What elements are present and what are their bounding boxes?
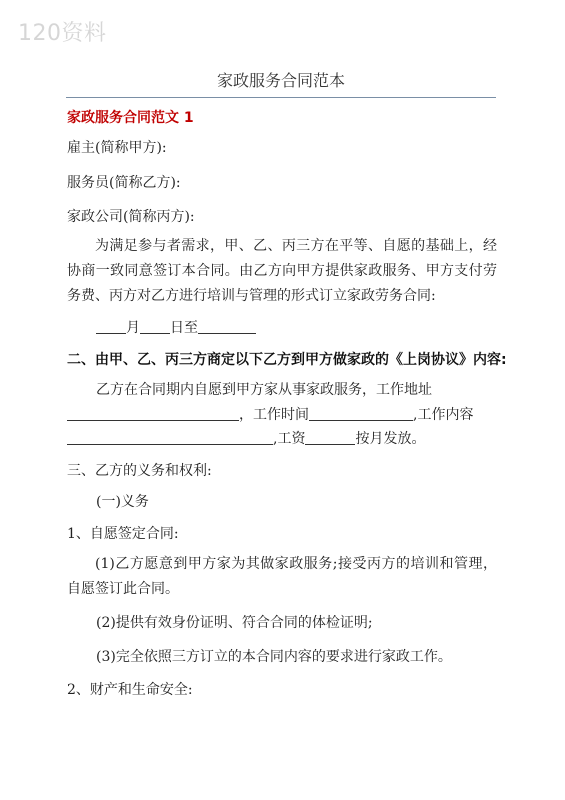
duties-heading: (一)义务 (96, 494, 149, 510)
clause2-heading: 二、由甲、乙、丙三方商定以下乙方到甲方做家政的《上岗协议》内容: (67, 352, 507, 368)
end-date-blank (198, 319, 256, 334)
work-time-blank (309, 406, 413, 421)
day-blank (140, 319, 170, 334)
work-content-blank (67, 430, 273, 445)
item1-sub1: (1)乙方愿意到甲方家为其做家政服务;接受丙方的培训和管理，自愿签订此合同。 (67, 556, 497, 597)
wage-blank (305, 430, 355, 445)
item1-sub3: (3)完全依照三方订立的本合同内容的要求进行家政工作。 (96, 649, 452, 665)
date-line: 月 日至 (96, 317, 256, 337)
month-blank (96, 319, 126, 334)
employer-line: 雇主(简称甲方): (67, 140, 167, 156)
watermark: 120资料 (18, 21, 107, 46)
item1-sub2: (2)提供有效身份证明、符合合同的体检证明; (96, 615, 373, 631)
clause3-heading: 三、乙方的义务和权利: (67, 463, 212, 479)
section-heading: 家政服务合同范文 1 (67, 110, 194, 126)
address-blank (67, 406, 239, 421)
worker-line: 服务员(简称乙方): (67, 175, 181, 191)
clause2-line3: ,工资 按月发放。 (67, 428, 425, 448)
document-title: 家政服务合同范本 (66, 68, 496, 98)
clause2-line1: 乙方在合同期内自愿到甲方家从事家政服务，工作地址 (96, 382, 432, 398)
company-line: 家政公司(简称丙方): (67, 209, 195, 225)
clause2-line2: ，工作时间 ,工作内容 (67, 404, 473, 424)
intro-paragraph: 为满足参与者需求，甲、乙、丙三方在平等、自愿的基础上，经协商一致同意签订本合同。由乙方向甲方提供家政服务、甲方支付劳务费、丙方对乙方进行培训与管理的形式订立家政劳务合同: (67, 238, 497, 304)
item1-heading: 1、自愿签定合同: (67, 526, 179, 542)
item2-heading: 2、财产和生命安全: (67, 682, 193, 698)
